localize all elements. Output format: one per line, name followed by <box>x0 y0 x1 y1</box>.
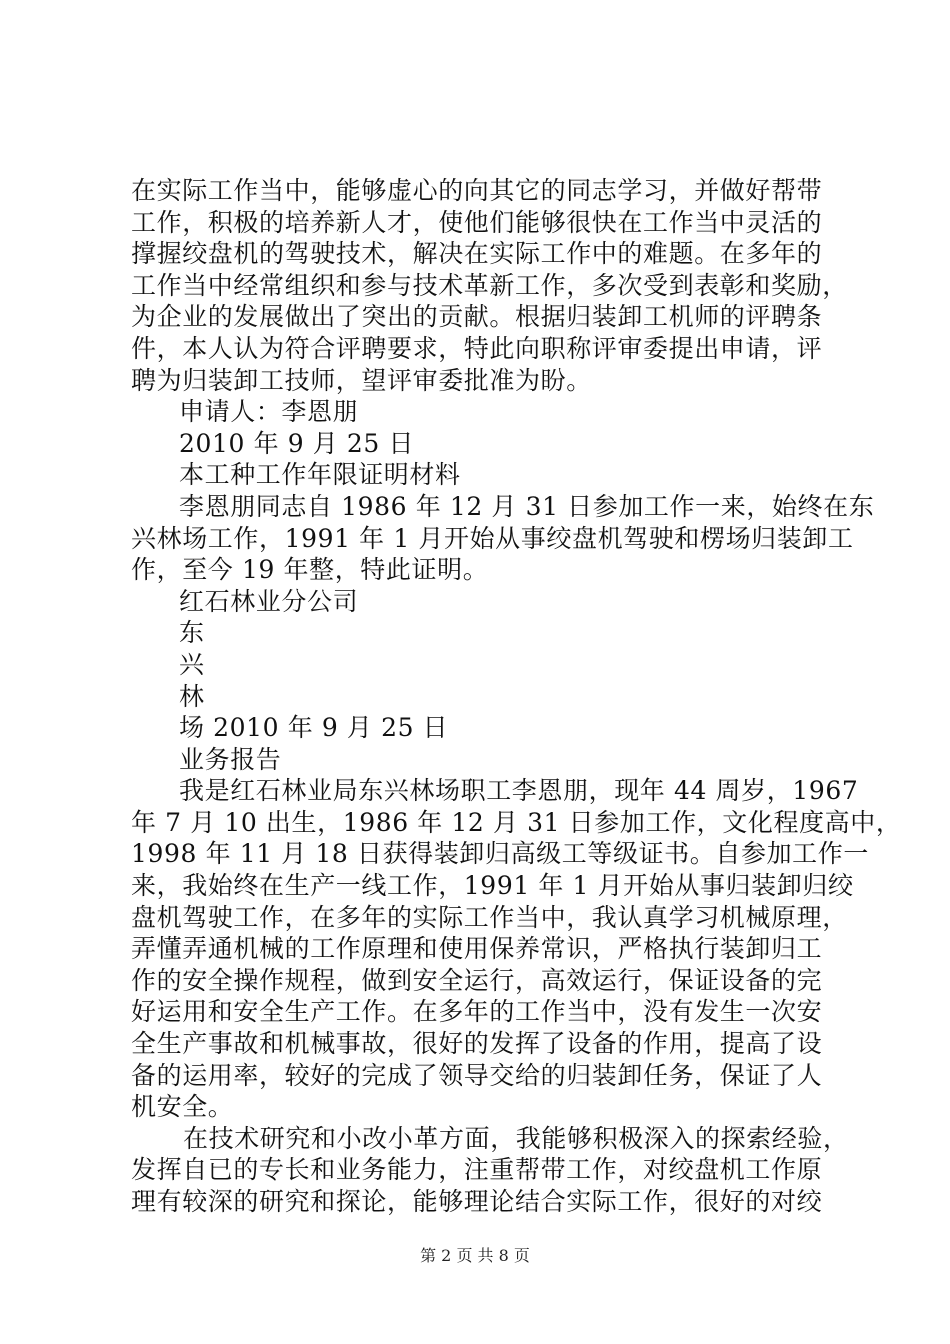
body-line: 作，至今 19 年整，特此证明。 <box>131 555 489 585</box>
organization-line: 东 <box>179 618 205 648</box>
organization-line: 林 <box>179 681 205 711</box>
body-line: 1998 年 11 月 18 日获得装卸归高级工等级证书。自参加工作一 <box>131 839 869 869</box>
body-line: 年 7 月 10 出生，1986 年 12 月 31 日参加工作，文化程度高中， <box>131 807 902 837</box>
date-line: 场 2010 年 9 月 25 日 <box>179 713 449 743</box>
organization-line: 兴 <box>179 649 205 679</box>
organization-line: 红石林业分公司 <box>179 586 359 616</box>
body-line: 兴林场工作，1991 年 1 月开始从事绞盘机驾驶和楞场归装卸工 <box>131 523 854 553</box>
date-line: 2010 年 9 月 25 日 <box>179 428 415 458</box>
body-line: 盘机驾驶工作，在多年的实际工作当中，我认真学习机械原理， <box>131 902 848 932</box>
body-line: 撑握绞盘机的驾驶技术，解决在实际工作中的难题。在多年的 <box>131 239 823 269</box>
body-line: 好运用和安全生产工作。在多年的工作当中，没有发生一次安 <box>131 997 823 1027</box>
body-line: 发挥自已的专长和业务能力，注重帮带工作，对绞盘机工作原 <box>131 1155 823 1185</box>
body-line: 我是红石林业局东兴林场职工李恩朋，现年 44 周岁，1967 <box>179 776 859 806</box>
body-line: 弄懂弄通机械的工作原理和使用保养常识，严格执行装卸归工 <box>131 934 823 964</box>
body-line: 件，本人认为符合评聘要求，特此向职称评审委提出申请，评 <box>131 333 823 363</box>
applicant-line: 申请人：李恩朋 <box>179 397 359 427</box>
body-line: 为企业的发展做出了突出的贡献。根据归装卸工机师的评聘条 <box>131 302 823 332</box>
document-body <box>131 175 902 1218</box>
section-title: 业务报告 <box>179 744 282 774</box>
body-line: 来，我始终在生产一线工作，1991 年 1 月开始从事归装卸归绞 <box>131 871 854 901</box>
body-line: 聘为归装卸工技师，望评审委批准为盼。 <box>131 365 592 395</box>
body-line: 机安全。 <box>131 1092 234 1122</box>
body-line: 在实际工作当中，能够虚心的向其它的同志学习，并做好帮带 <box>131 176 823 205</box>
body-line: 工作，积极的培养新人才，使他们能够很快在工作当中灵活的 <box>131 207 823 237</box>
body-line: 理有较深的研究和探论，能够理论结合实际工作，很好的对绞 <box>131 1187 823 1216</box>
body-line: 作的安全操作规程，做到安全运行，高效运行，保证设备的完 <box>131 965 823 995</box>
body-line: 李恩朋同志自 1986 年 12 月 31 日参加工作一来，始终在东 <box>179 491 875 521</box>
section-title: 本工种工作年限证明材料 <box>179 460 461 490</box>
body-line: 备的运用率，较好的完成了领导交给的归装卸任务，保证了人 <box>131 1060 823 1090</box>
body-line: 全生产事故和机械事故，很好的发挥了设备的作用，提高了设 <box>131 1029 823 1059</box>
page-footer: 第 2 页 共 8 页 <box>420 1246 530 1265</box>
body-line: 工作当中经常组织和参与技术革新工作，多次受到表彰和奖励， <box>131 270 848 300</box>
body-line: 在技术研究和小改小革方面，我能够积极深入的探索经验， <box>183 1123 849 1153</box>
